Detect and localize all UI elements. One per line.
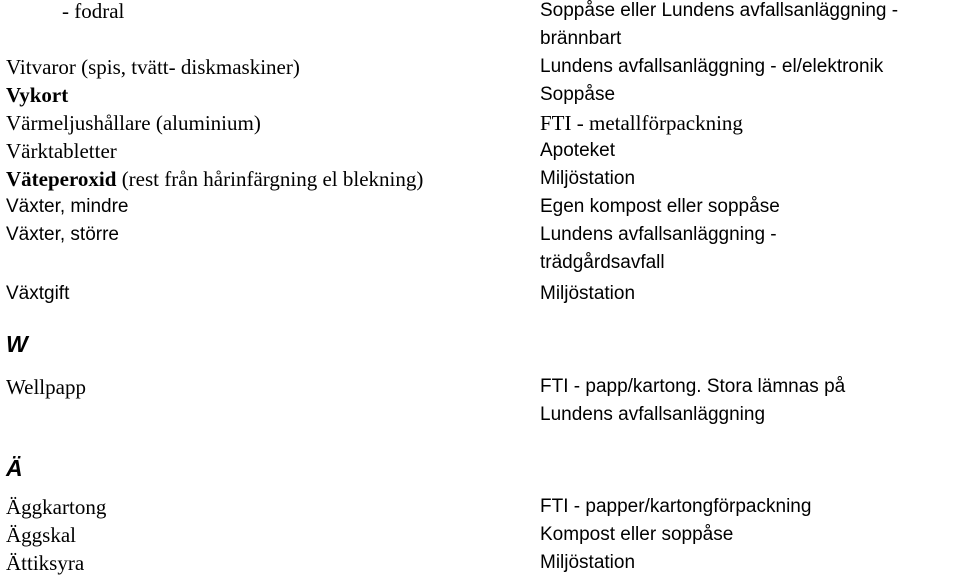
list-item-disposal: FTI - papp/kartong. Stora lämnas på — [540, 376, 846, 397]
list-item-disposal: Lundens avfallsanläggning - el/elektronik — [540, 56, 884, 77]
list-item-disposal: FTI - metallförpackning — [540, 111, 743, 135]
list-item-label-note: (rest från hårinfärgning el blekning) — [116, 167, 424, 191]
list-item-label: Vykort — [6, 83, 69, 107]
list-item-disposal: Apoteket — [540, 140, 615, 161]
list-item-label: Värktabletter — [6, 139, 117, 163]
list-item-disposal: Egen kompost eller soppåse — [540, 196, 780, 217]
list-item-disposal: Lundens avfallsanläggning - — [540, 224, 777, 245]
list-item-disposal: Miljöstation — [540, 552, 636, 573]
list-item-label-bold: Väteperoxid — [6, 167, 117, 191]
list-item-disposal: FTI - papper/kartongförpackning — [540, 496, 812, 517]
list-item-label: Äggkartong — [6, 495, 107, 519]
list-item-label: Växtgift — [6, 283, 70, 304]
list-item-label: Äggskal — [6, 523, 76, 547]
list-item-label: Wellpapp — [6, 375, 86, 399]
list-item-disposal: Miljöstation — [540, 168, 636, 189]
list-item-disposal-continued: trädgårdsavfall — [540, 252, 665, 273]
list-item-label — [6, 165, 423, 193]
list-item-disposal: Soppåse — [540, 84, 616, 105]
list-item-disposal: Kompost eller soppåse — [540, 524, 734, 545]
list-item-disposal-continued: brännbart — [540, 28, 622, 49]
list-item-disposal: Miljöstation — [540, 283, 636, 304]
list-item-label: Vitvaror (spis, tvätt- diskmaskiner) — [6, 55, 300, 79]
list-item-label: Värmeljushållare (aluminium) — [6, 111, 261, 135]
list-item-label: Växter, mindre — [6, 196, 129, 217]
list-item-label: Växter, större — [6, 224, 119, 245]
section-letter-ae: Ä — [6, 455, 23, 481]
list-item-disposal-continued: Lundens avfallsanläggning — [540, 404, 766, 425]
list-item-label: Ättiksyra — [6, 551, 85, 575]
list-item-label: - fodral — [62, 0, 125, 23]
section-letter-w: W — [6, 331, 28, 357]
list-item-disposal: Soppåse eller Lundens avfallsanläggning - — [540, 0, 899, 21]
